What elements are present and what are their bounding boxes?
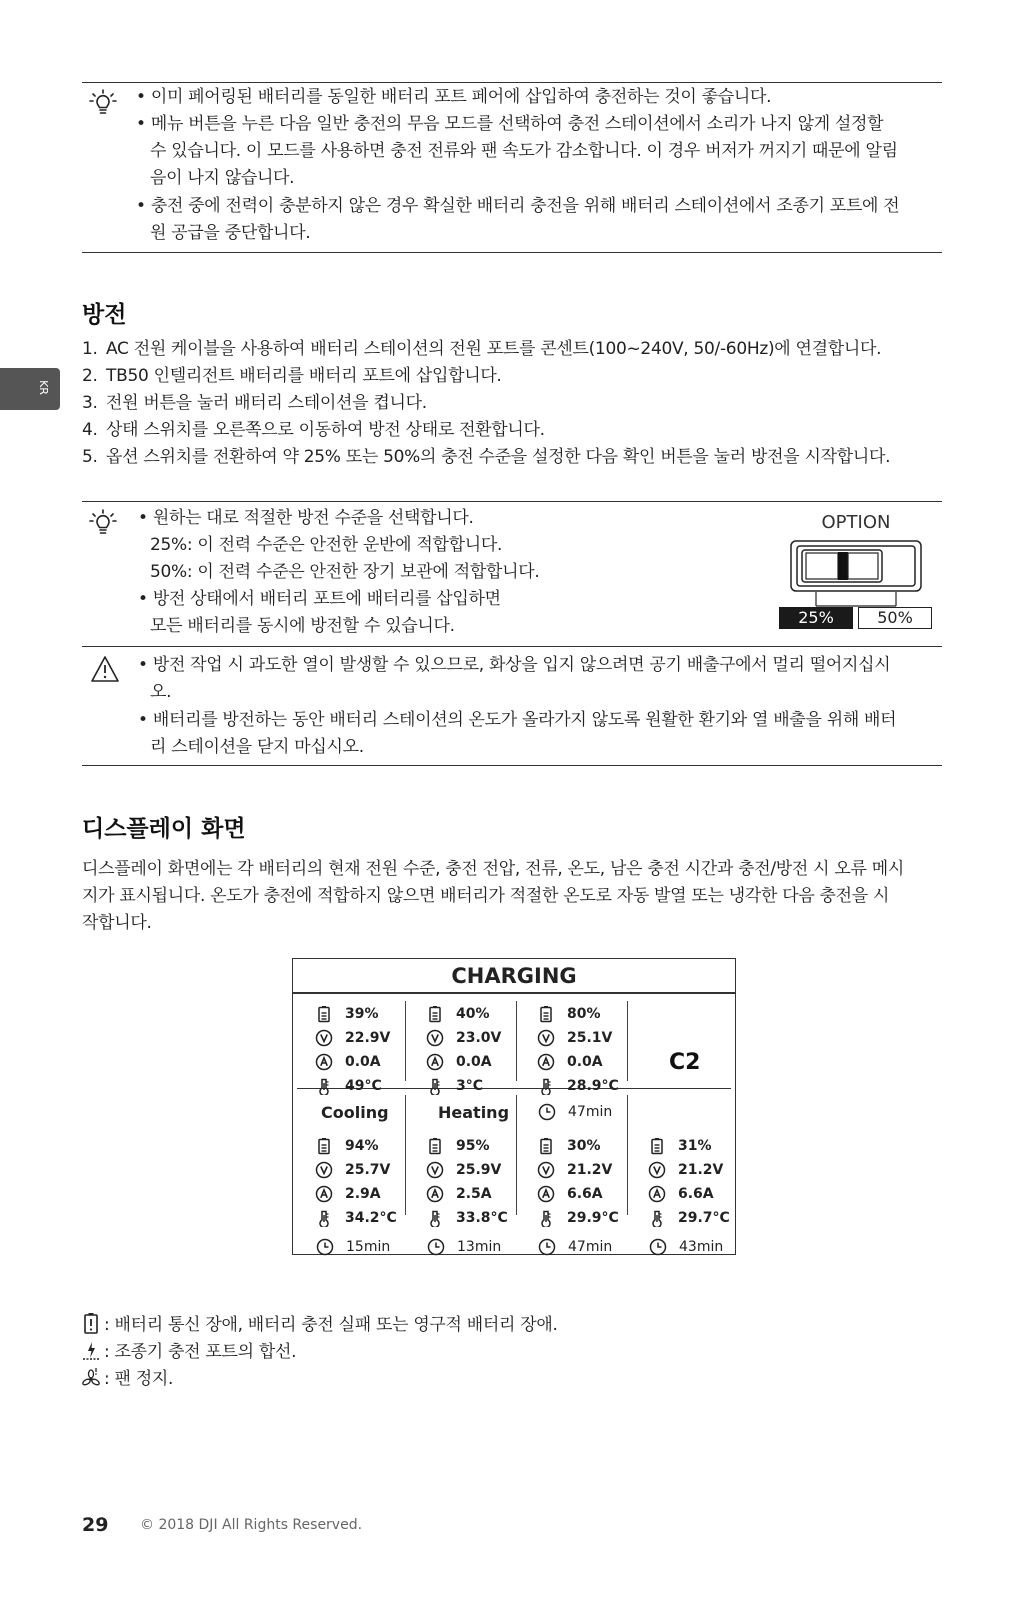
- warning-line: • 배터리를 방전하는 동안 배터리 스테이션의 온도가 올라가지 않도록 원활한 환기와 열 배출을 위해 배터: [138, 710, 897, 730]
- display-heading: 디스플레이 화면: [82, 816, 246, 842]
- remaining-time-value: 47min: [568, 1104, 613, 1120]
- clock-icon: [538, 1238, 556, 1256]
- battery-level-icon: [315, 1005, 333, 1023]
- tip1-line: • 이미 페어링된 배터리를 동일한 배터리 포트 페어에 삽입하여 충전하는 것이 좋습니다.: [136, 87, 772, 107]
- battery-error-icon: [82, 1312, 100, 1334]
- step-number: 2.: [82, 366, 98, 386]
- option-label: OPTION: [821, 512, 891, 533]
- voltage-icon: [537, 1029, 555, 1047]
- panel-column-divider: [627, 1095, 628, 1215]
- tip1-line: • 충전 중에 전력이 충분하지 않은 경우 확실한 배터리 충전을 위해 배터리 스테이션에서 조종기 포트에 전: [136, 196, 900, 216]
- discharge-heading: 방전: [82, 302, 127, 328]
- lightbulb-icon: [88, 508, 118, 538]
- current-icon: [537, 1053, 555, 1071]
- remaining-time-value: 43min: [679, 1239, 724, 1255]
- panel-c2-label: C2: [669, 1050, 701, 1075]
- tip2-line: 25%: 이 전력 수준은 안전한 운반에 적합합니다.: [150, 535, 503, 555]
- thermometer-icon: [648, 1209, 666, 1227]
- voltage-icon: [537, 1161, 555, 1179]
- option-50-badge: 50%: [858, 607, 932, 629]
- cell-status-cooling: Cooling: [321, 1103, 389, 1122]
- step-number: 5.: [82, 447, 98, 467]
- clock-icon: [649, 1238, 667, 1256]
- temperature-value: 28.9°C: [567, 1078, 619, 1094]
- step-text: 전원 버튼을 눌러 배터리 스테이션을 켭니다.: [106, 393, 427, 413]
- current-value: 0.0A: [567, 1054, 603, 1070]
- current-value: 6.6A: [678, 1186, 714, 1202]
- tip1-line: 음이 나지 않습니다.: [150, 168, 295, 188]
- current-icon: [315, 1053, 333, 1071]
- battery-level-icon: [426, 1005, 444, 1023]
- copyright-text: © 2018 DJI All Rights Reserved.: [140, 1517, 363, 1533]
- panel-column-divider: [405, 1001, 406, 1081]
- fan-stop-icon: [82, 1366, 100, 1388]
- power-level-value: 30%: [567, 1138, 601, 1154]
- voltage-value: 21.2V: [567, 1162, 613, 1178]
- page-number: 29: [82, 1514, 109, 1536]
- legend-text: : 조종기 충전 포트의 합선.: [104, 1342, 297, 1362]
- voltage-value: 22.9V: [345, 1030, 391, 1046]
- power-level-value: 94%: [345, 1138, 379, 1154]
- panel-column-divider: [516, 1095, 517, 1215]
- tip2-line: • 방전 상태에서 배터리 포트에 배터리를 삽입하면: [138, 589, 501, 609]
- tip2-line: 50%: 이 전력 수준은 안전한 장기 보관에 적합합니다.: [150, 562, 540, 582]
- temperature-value: 34.2°C: [345, 1210, 397, 1226]
- current-icon: [537, 1185, 555, 1203]
- option-25-badge: 25%: [779, 607, 853, 629]
- option-switch-diagram: [790, 540, 922, 612]
- voltage-icon: [315, 1161, 333, 1179]
- panel-column-divider: [516, 1001, 517, 1081]
- temperature-value: 29.7°C: [678, 1210, 730, 1226]
- thermometer-icon: [426, 1209, 444, 1227]
- battery-level-icon: [315, 1137, 333, 1155]
- step-text: TB50 인텔리전트 배터리를 배터리 포트에 삽입합니다.: [106, 366, 502, 386]
- tip1-top-rule: [82, 82, 942, 83]
- discharge-step: [82, 336, 881, 363]
- current-value: 2.9A: [345, 1186, 381, 1202]
- current-value: 2.5A: [456, 1186, 492, 1202]
- tip2-bottom-rule: [82, 646, 942, 647]
- power-level-value: 39%: [345, 1006, 379, 1022]
- legend-text: : 팬 정지.: [104, 1369, 174, 1389]
- discharge-step: [82, 444, 890, 471]
- tip2-top-rule: [82, 501, 942, 502]
- panel-title: CHARGING: [293, 959, 735, 994]
- step-number: 4.: [82, 420, 98, 440]
- current-icon: [315, 1185, 333, 1203]
- display-paragraph-line: 작합니다.: [82, 913, 152, 933]
- step-number: 3.: [82, 393, 98, 413]
- temperature-value: 49°C: [345, 1078, 382, 1094]
- current-value: 0.0A: [456, 1054, 492, 1070]
- panel-column-divider: [627, 1001, 628, 1081]
- tip1-line: 원 공급을 중단합니다.: [150, 223, 311, 243]
- power-level-value: 80%: [567, 1006, 601, 1022]
- voltage-value: 21.2V: [678, 1162, 724, 1178]
- thermometer-icon: [537, 1077, 555, 1095]
- warning-line: • 방전 작업 시 과도한 열이 발생할 수 있으므로, 화상을 입지 않으려면 공기 배출구에서 멀리 떨어지십시: [138, 655, 891, 675]
- charging-port-short-icon: [82, 1339, 100, 1361]
- tip1-bottom-rule: [82, 252, 942, 253]
- current-icon: [648, 1185, 666, 1203]
- thermometer-icon: [537, 1209, 555, 1227]
- discharge-step: [82, 417, 545, 444]
- clock-icon: [538, 1103, 556, 1121]
- panel-column-divider: [405, 1095, 406, 1215]
- discharge-step: [82, 363, 502, 390]
- tip2-line: • 원하는 대로 적절한 방전 수준을 선택합니다.: [138, 508, 474, 528]
- language-tab-label: KR: [36, 380, 50, 395]
- voltage-icon: [648, 1161, 666, 1179]
- current-value: 6.6A: [567, 1186, 603, 1202]
- voltage-value: 23.0V: [456, 1030, 502, 1046]
- thermometer-icon: [315, 1209, 333, 1227]
- voltage-value: 25.7V: [345, 1162, 391, 1178]
- thermometer-icon: [315, 1077, 333, 1095]
- voltage-icon: [426, 1161, 444, 1179]
- power-level-value: 95%: [456, 1138, 490, 1154]
- power-level-value: 40%: [456, 1006, 490, 1022]
- legend-text: : 배터리 통신 장애, 배터리 충전 실패 또는 영구적 배터리 장애.: [104, 1315, 558, 1335]
- voltage-icon: [315, 1029, 333, 1047]
- step-text: 상태 스위치를 오른쪽으로 이동하여 방전 상태로 전환합니다.: [106, 420, 545, 440]
- voltage-icon: [426, 1029, 444, 1047]
- display-paragraph-line: 지가 표시됩니다. 온도가 충전에 적합하지 않으면 배터리가 적절한 온도로 자동 발열 또는 냉각한 다음 충전을 시: [82, 886, 890, 906]
- voltage-value: 25.9V: [456, 1162, 502, 1178]
- cell-status-heating: Heating: [438, 1103, 510, 1122]
- power-level-value: 31%: [678, 1138, 712, 1154]
- tip1-line: 수 있습니다. 이 모드를 사용하면 충전 전류와 팬 속도가 감소합니다. 이 경우 버저가 꺼지기 때문에 알림: [150, 141, 898, 161]
- remaining-time-value: 15min: [346, 1239, 391, 1255]
- temperature-value: 33.8°C: [456, 1210, 508, 1226]
- warning-line: 리 스테이션을 닫지 마십시오.: [150, 737, 364, 757]
- language-tab: [0, 368, 60, 410]
- display-paragraph-line: 디스플레이 화면에는 각 배터리의 현재 전원 수준, 충전 전압, 전류, 온도, 남은 충전 시간과 충전/방전 시 오류 메시: [82, 859, 904, 879]
- temperature-value: 3°C: [456, 1078, 484, 1094]
- remaining-time-value: 13min: [457, 1239, 502, 1255]
- tip1-line: • 메뉴 버튼을 누른 다음 일반 충전의 무음 모드를 선택하여 충전 스테이션에서 소리가 나지 않게 설정할: [136, 114, 884, 134]
- clock-icon: [427, 1238, 445, 1256]
- lightbulb-icon: [88, 88, 118, 118]
- warning-bottom-rule: [82, 765, 942, 766]
- current-value: 0.0A: [345, 1054, 381, 1070]
- voltage-value: 25.1V: [567, 1030, 613, 1046]
- step-text: AC 전원 케이블을 사용하여 배터리 스테이션의 전원 포트를 콘센트(100~240V, 50/-60Hz)에 연결합니다.: [106, 339, 882, 359]
- current-icon: [426, 1053, 444, 1071]
- battery-level-icon: [537, 1005, 555, 1023]
- warning-line: 오.: [150, 682, 172, 702]
- thermometer-icon: [426, 1077, 444, 1095]
- tip2-line: 모든 배터리를 동시에 방전할 수 있습니다.: [150, 616, 455, 636]
- discharge-step: [82, 390, 427, 417]
- battery-level-icon: [537, 1137, 555, 1155]
- battery-level-icon: [426, 1137, 444, 1155]
- battery-level-icon: [648, 1137, 666, 1155]
- temperature-value: 29.9°C: [567, 1210, 619, 1226]
- step-text: 옵션 스위치를 전환하여 약 25% 또는 50%의 충전 수준을 설정한 다음 확인 버튼을 눌러 방전을 시작합니다.: [106, 447, 891, 467]
- remaining-time-value: 47min: [568, 1239, 613, 1255]
- warning-icon: [90, 655, 120, 683]
- step-number: 1.: [82, 339, 98, 359]
- current-icon: [426, 1185, 444, 1203]
- clock-icon: [316, 1238, 334, 1256]
